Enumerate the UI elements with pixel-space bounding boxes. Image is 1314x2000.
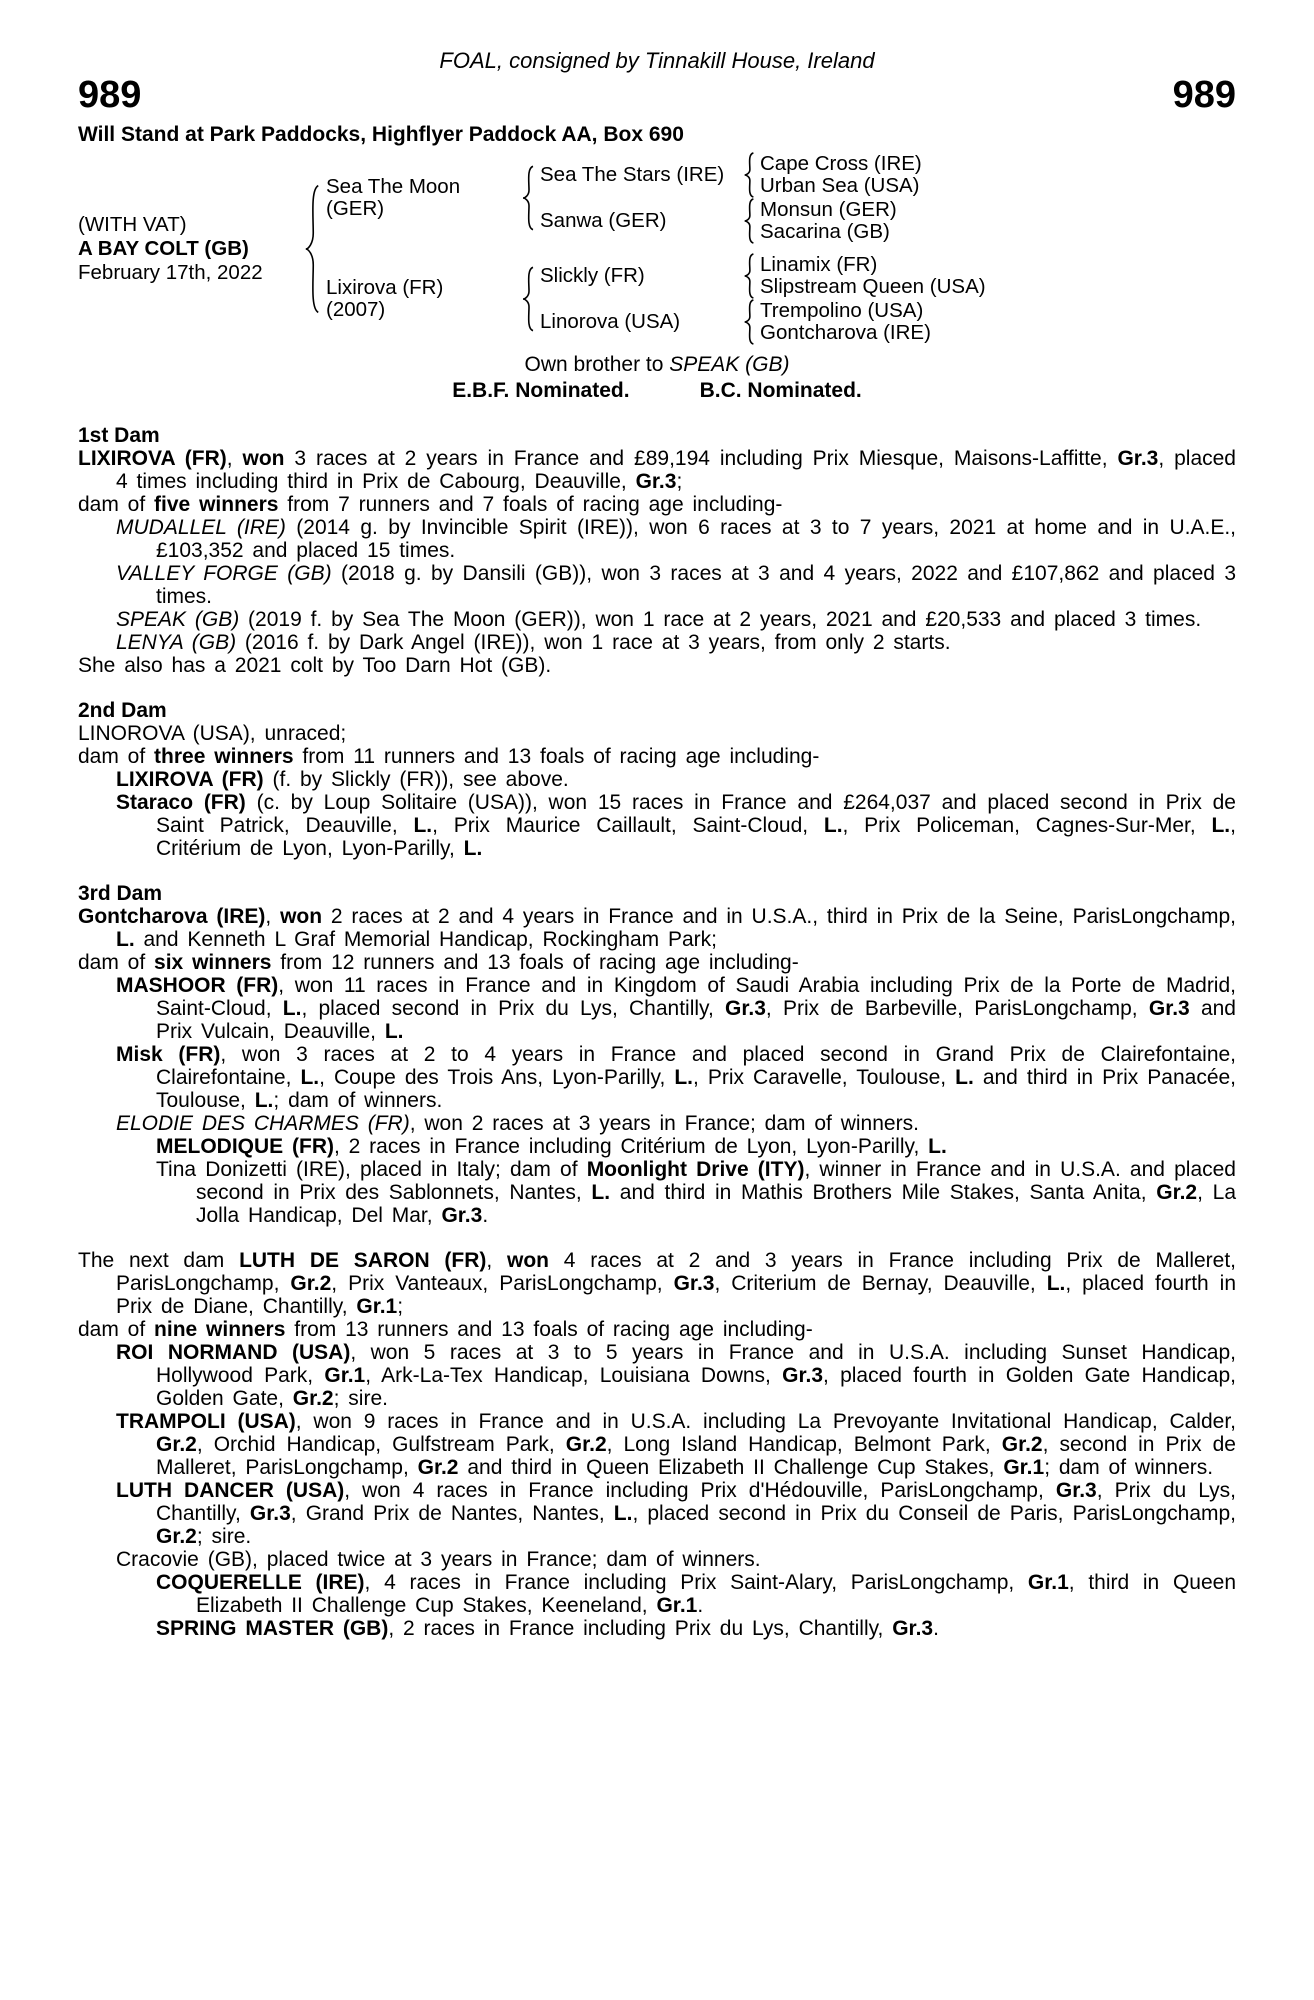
text-segment: (c. by Loup Solitaire (USA)), won 15 races in France and £264,037 and placed second in Prix de Saint Patrick, Deauville, [156,791,1236,837]
lot-number-left: 989 [78,74,142,116]
text-segment: , won 9 races in France and in U.S.A. including La Prevoyante Invitational Handicap, Calder, [295,1410,1236,1433]
brace-icon [520,165,536,231]
text-segment: , Critérium de Lyon, Lyon-Parilly, [156,814,1236,860]
text-segment: , placed second in Prix du Conseil de Paris, ParisLongchamp, [632,1502,1236,1525]
text-segment: MUDALLEL (IRE) [116,516,286,539]
text-segment: , Ark-La-Tex Handicap, Louisiana Downs, [365,1364,783,1387]
vat-note: (WITH VAT) [78,212,187,236]
text-segment: Gr.2 [156,1525,197,1548]
text-segment: The next dam [78,1249,240,1272]
stand-location-line: Will Stand at Park Paddocks, Highflyer Paddock AA, Box 690 [78,123,684,146]
text-segment: Staraco (FR) [116,791,246,814]
text-segment: ; [397,1295,404,1318]
text-segment: and Prix Vulcain, Deauville, [156,997,1236,1043]
brace-icon [742,299,756,345]
catalogue-paragraph [78,722,1236,745]
catalogue-paragraph [78,1158,1236,1227]
section-heading: 3rd Dam [78,882,163,905]
pedigree-table [78,152,1236,345]
dam-name-cell [326,277,516,321]
text-segment: LINOROVA (USA), unraced; [78,722,347,745]
text-segment: (f. by Slickly (FR)), see above. [263,768,569,791]
colt-foaling-date: February 17th, 2022 [78,260,263,284]
own-brother-prefix: Own brother to [524,353,670,376]
text-segment: L. [955,1066,974,1089]
text-segment: MASHOOR (FR) [116,974,279,997]
text-segment: 4 races at 2 and 3 years in France including Prix de Malleret, ParisLongchamp, [116,1249,1237,1295]
text-segment: , Orchid Handicap, Gulfstream Park, [196,1433,566,1456]
text-segment: She also has a 2021 colt by Too Darn Hot (GB). [78,654,552,677]
text-segment: Tina Donizetti (IRE), placed in Italy; dam of [156,1158,587,1181]
text-segment: , Coupe des Trois Ans, Lyon-Parilly, [319,1066,675,1089]
text-segment: from 11 runners and 13 foals of racing age including- [293,745,820,768]
sire-dam-name: Sanwa (GER) [540,209,667,232]
catalogue-paragraph [78,951,1236,974]
text-segment: ; dam of winners. [273,1089,443,1112]
colt-details [78,213,298,285]
text-segment: L. [282,997,302,1020]
catalogue-paragraph [78,1043,1236,1112]
text-segment: five winners [154,493,279,516]
text-segment: L. [823,814,843,837]
sire-dam-sire-name: Monsun (GER) [760,198,897,221]
text-segment: Gr.3 [635,470,677,493]
text-segment: , 2 races in France including Critérium de Lyon, Lyon-Parilly, [333,1135,929,1158]
dam-name: Lixirova (FR) [326,276,444,299]
text-segment: , Prix du Lys, Chantilly, [156,1479,1236,1525]
text-segment: Gr.3 [249,1502,291,1525]
lot-number-row [78,76,1236,114]
text-segment: , Prix Policeman, Cagnes-Sur-Mer, [842,814,1212,837]
brace-icon [742,198,756,244]
text-segment: , second in Prix de Malleret, ParisLongchamp, [156,1433,1236,1479]
text-segment: , 4 races in France including Prix Saint-Alary, ParisLongchamp, [364,1571,1028,1594]
text-segment: , Long Island Handicap, Belmont Park, [606,1433,1002,1456]
catalogue-body [78,424,1236,1640]
sire-sire-branch [540,152,922,198]
section-heading: 1st Dam [78,424,160,447]
text-segment: from 7 runners and 7 foals of racing age including- [278,493,783,516]
dam-dam-dam-name: Gontcharova (IRE) [760,321,931,344]
text-segment: L. [413,814,433,837]
catalogue-paragraph [78,1112,1236,1135]
text-segment: and Kenneth L Graf Memorial Handicap, Rockingham Park; [134,928,718,951]
pedigree-generations [326,152,986,345]
catalogue-paragraph [78,1479,1236,1548]
text-segment: nine winners [154,1318,286,1341]
text-segment: L. [300,1066,320,1089]
catalogue-paragraph [78,905,1236,951]
catalogue-paragraph [78,1135,1236,1158]
text-segment: COQUERELLE (IRE) [156,1571,365,1594]
text-segment: . [697,1594,704,1617]
text-segment: and third in Prix Panacée, Toulouse, [156,1066,1237,1112]
text-segment: TRAMPOLI (USA) [116,1410,296,1433]
text-segment: 2 races at 2 and 4 years in France and in U.S.A., third in Prix de la Seine, ParisLongchamp, [322,905,1237,928]
lot-number-right: 989 [1172,74,1236,116]
text-segment: Gr.3 [725,997,766,1020]
catalogue-paragraph [78,1318,1236,1341]
text-segment: Gr.1 [1003,1456,1045,1479]
dam-dam-name: Linorova (USA) [540,310,681,333]
text-segment: Gr.2 [156,1433,197,1456]
bc-nominated-note: B.C. Nominated. [699,379,862,402]
text-segment: dam of [78,493,155,516]
brace-icon [742,152,756,198]
catalogue-paragraph [78,447,1236,493]
catalogue-paragraph [78,768,1236,791]
text-segment: LUTH DANCER (USA) [116,1479,345,1502]
text-segment: Gr.3 [782,1364,824,1387]
consignor-line: FOAL, consigned by Tinnakill House, Ireland [439,48,875,73]
text-segment: L. [1211,814,1231,837]
ebf-nominated-note: E.B.F. Nominated. [452,379,630,402]
text-segment: L. [1046,1272,1066,1295]
text-segment: (2018 g. by Dansili (GB)), won 3 races at 3 and 4 years, 2022 and £107,862 and placed 3 times. [156,562,1236,608]
text-segment: Gr.2 [292,1387,334,1410]
catalogue-paragraph [78,1410,1236,1479]
sire-dam-branch [540,198,922,244]
sire-name: Sea The Moon (GER) [326,175,461,220]
text-segment: SPEAK (GB) [116,608,240,631]
text-segment: Gr.2 [417,1456,459,1479]
text-segment: LIXIROVA (FR) [116,768,264,791]
catalogue-paragraph [78,631,1236,654]
text-segment: , placed fourth in Golden Gate Handicap, Golden Gate, [156,1364,1237,1410]
text-segment: three winners [154,745,294,768]
text-segment: Moonlight Drive (ITY) [586,1158,805,1181]
text-segment: , Prix Vanteaux, ParisLongchamp, [331,1272,674,1295]
text-segment: , Prix de Barbeville, ParisLongchamp, [765,997,1149,1020]
text-segment: dam of [78,1318,155,1341]
text-segment: and third in Mathis Brothers Mile Stakes, Santa Anita, [610,1181,1157,1204]
catalogue-paragraph [78,745,1236,768]
text-segment: Misk (FR) [116,1043,221,1066]
own-brother-name: SPEAK (GB) [669,353,790,376]
text-segment: ; sire. [196,1525,252,1548]
catalogue-paragraph [78,1249,1236,1318]
text-segment: (2016 f. by Dark Angel (IRE)), won 1 race at 3 years, from only 2 starts. [236,631,951,654]
brace-icon [302,183,322,315]
catalogue-paragraph [78,1617,1236,1640]
text-segment: Gr.1 [356,1295,398,1318]
sire-sire-dam-name: Urban Sea (USA) [760,174,920,197]
catalogue-paragraph [78,608,1236,631]
text-segment: , winner in France and in U.S.A. and placed second in Prix des Sablonnets, Nantes, [196,1158,1236,1204]
text-segment: ; [676,470,683,493]
text-segment: , [226,447,243,470]
text-segment: dam of [78,745,155,768]
text-segment: L. [674,1066,694,1089]
text-segment: Gr.2 [290,1272,332,1295]
text-segment: , won 4 races in France including Prix d'Hédouville, ParisLongchamp, [344,1479,1056,1502]
colt-name: A BAY COLT (GB) [78,236,249,260]
text-segment: , placed second in Prix du Lys, Chantilly, [301,997,726,1020]
text-segment: , Prix Caravelle, Toulouse, [693,1066,956,1089]
text-segment: , won 5 races at 3 to 5 years in France and in U.S.A. including Sunset Handicap, Hollywood Park, [156,1341,1236,1387]
text-segment: Gr.3 [892,1617,934,1640]
text-segment: won [507,1249,549,1272]
text-segment: L. [463,837,483,860]
catalogue-paragraph [78,1571,1236,1617]
brace-icon [742,253,756,299]
text-segment: ELODIE DES CHARMES (FR) [116,1112,410,1135]
text-segment: . [933,1617,939,1640]
text-segment: L. [928,1135,947,1158]
text-segment: , La Jolla Handicap, Del Mar, [196,1181,1236,1227]
sire-branch [326,152,986,244]
text-segment: Gr.3 [441,1204,483,1227]
text-segment: Gr.3 [1148,997,1190,1020]
text-segment: Gontcharova (IRE) [78,905,266,928]
text-segment: , Grand Prix de Nantes, Nantes, [290,1502,614,1525]
text-segment: , third in Queen Elizabeth II Challenge Cup Stakes, Keeneland, [196,1571,1236,1617]
text-segment: won [280,905,323,928]
text-segment: (2019 f. by Sea The Moon (GER)), won 1 race at 2 years, 2021 and £20,533 and placed 3 times. [239,608,1202,631]
dam-sire-branch [540,253,986,299]
text-segment: , Criterium de Bernay, Deauville, [714,1272,1047,1295]
dam-dam-sire-name: Trempolino (USA) [760,299,924,322]
text-segment: L. [384,1020,404,1043]
catalogue-paragraph [78,516,1236,562]
text-segment: L. [613,1502,633,1525]
text-segment: . [482,1204,489,1227]
text-segment: , 2 races in France including Prix du Lys, Chantilly, [388,1617,893,1640]
dam-year: (2007) [326,298,386,321]
text-segment: LENYA (GB) [116,631,237,654]
dam-sire-dam-name: Slipstream Queen (USA) [760,275,986,298]
catalogue-paragraph [78,562,1236,608]
text-segment: Gr.3 [1055,1479,1097,1502]
text-segment: L. [254,1089,274,1112]
text-segment: SPRING MASTER (GB) [156,1617,389,1640]
text-segment: and third in Queen Elizabeth II Challenge Cup Stakes, [458,1456,1004,1479]
text-segment: , won 2 races at 3 years in France; dam of winners. [409,1112,919,1135]
catalogue-paragraph [78,1548,1236,1571]
text-segment: Gr.3 [1117,447,1159,470]
text-segment: Gr.3 [673,1272,715,1295]
text-segment: Gr.1 [324,1364,366,1387]
dam-sire-name: Slickly (FR) [540,264,645,287]
text-segment: , Prix Maurice Caillault, Saint-Cloud, [432,814,824,837]
catalogue-paragraph [78,791,1236,860]
section-heading: 2nd Dam [78,699,167,722]
dam-sire-sire-name: Linamix (FR) [760,253,878,276]
text-segment: LIXIROVA (FR) [78,447,227,470]
text-segment: Gr.2 [1156,1181,1198,1204]
catalogue-paragraph [78,974,1236,1043]
text-segment: LUTH DE SARON (FR) [239,1249,487,1272]
text-segment: L. [116,928,135,951]
dam-dam-branch [540,299,986,345]
sire-sire-sire-name: Cape Cross (IRE) [760,152,922,175]
text-segment: won [242,447,285,470]
text-segment: L. [591,1181,611,1204]
text-segment: 3 races at 2 years in France and £89,194 including Prix Miesque, Maisons-Laffitte, [284,447,1118,470]
brace-icon [520,266,536,332]
dam-branch [326,253,986,345]
text-segment: , [486,1249,507,1272]
text-segment: , placed 4 times including third in Prix de Cabourg, Deauville, [116,447,1236,493]
sire-dam-dam-name: Sacarina (GB) [760,220,890,243]
catalogue-paragraph [78,493,1236,516]
text-segment: Cracovie (GB), placed twice at 3 years in France; dam of winners. [116,1548,761,1571]
text-segment: Gr.2 [565,1433,607,1456]
text-segment: , [265,905,281,928]
text-segment: dam of [78,951,155,974]
text-segment: Gr.2 [1001,1433,1043,1456]
text-segment: MELODIQUE (FR) [156,1135,334,1158]
sire-sire-name: Sea The Stars (IRE) [540,163,725,186]
text-segment: Gr.1 [1027,1571,1069,1594]
text-segment: six winners [154,951,272,974]
text-segment: VALLEY FORGE (GB) [116,562,332,585]
text-segment: , won 11 races in France and in Kingdom of Saudi Arabia including Prix de la Porte de Madrid, Saint-Cloud, [156,974,1236,1020]
catalogue-paragraph [78,1341,1236,1410]
text-segment: , won 3 races at 2 to 4 years in France and placed second in Grand Prix de Clairefontaine, Clairefontaine, [156,1043,1237,1089]
nominations-line [78,379,1236,402]
text-segment: Gr.1 [656,1594,698,1617]
text-segment: from 12 runners and 13 foals of racing age including- [271,951,799,974]
text-segment: ROI NORMAND (USA) [116,1341,351,1364]
text-segment: , placed fourth in Prix de Diane, Chantilly, [116,1272,1237,1318]
text-segment: ; dam of winners. [1044,1456,1214,1479]
text-segment: ; sire. [333,1387,388,1410]
text-segment: from 13 runners and 13 foals of racing age including- [285,1318,813,1341]
text-segment: (2014 g. by Invincible Spirit (IRE)), won 6 races at 3 to 7 years, 2021 at home and in U.A.E., £103,352 and placed 15 times. [156,516,1237,562]
own-brother-line [78,353,1236,376]
catalogue-paragraph [78,654,1236,677]
